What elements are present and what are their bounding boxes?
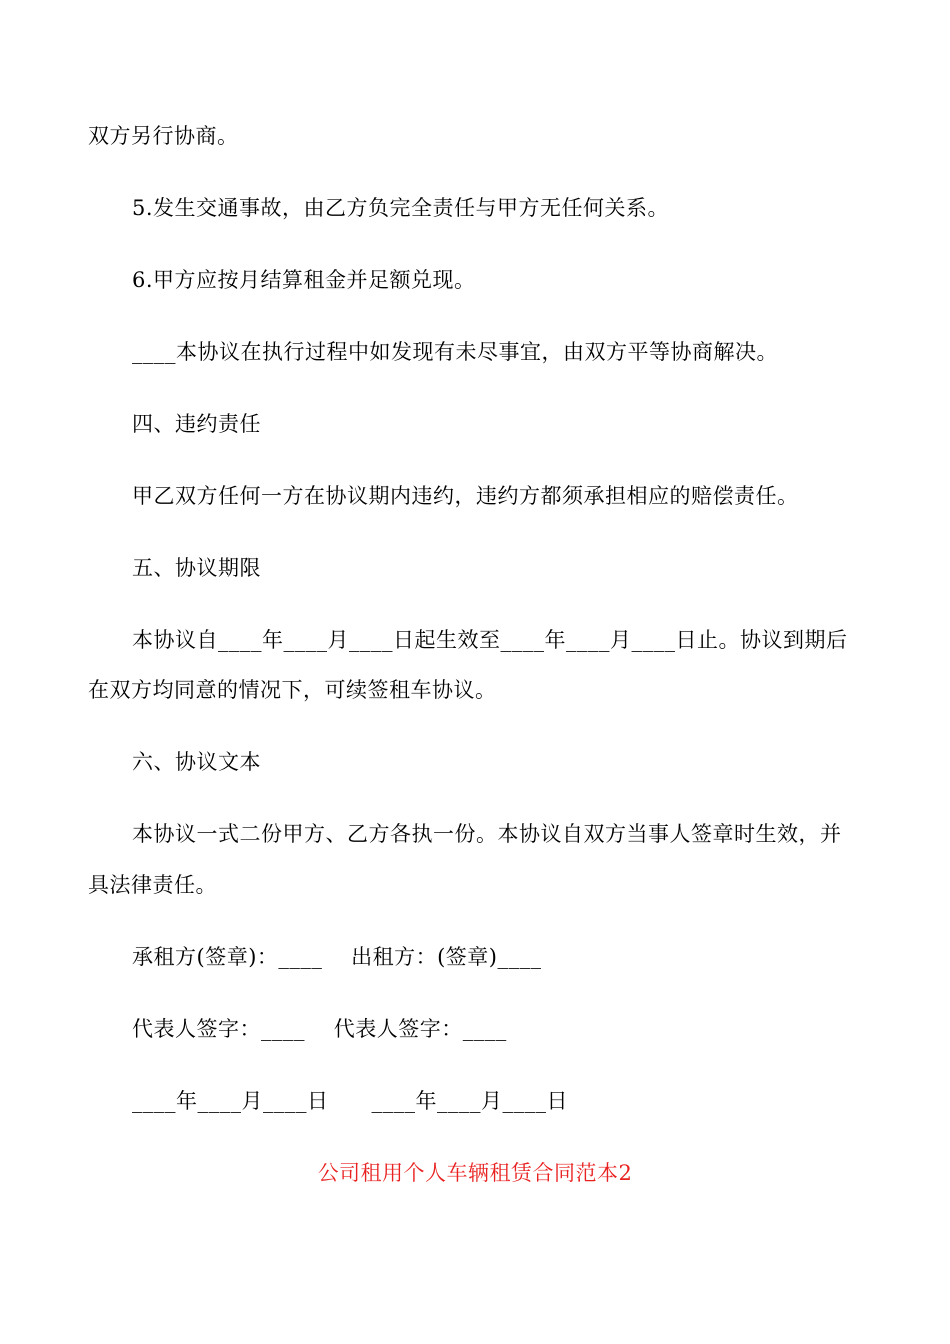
section-heading-breach: 四、违约责任: [132, 412, 261, 436]
copies-text-line-2: 具法律责任。: [88, 873, 217, 897]
signature-representatives: 代表人签字：____ 代表人签字：____: [132, 1017, 507, 1041]
section-heading-term: 五、协议期限: [132, 556, 261, 580]
signature-parties: 承租方(签章)：____ 出租方：(签章)____: [132, 945, 542, 969]
signature-dates: ____年____月____日 ____年____月____日: [132, 1089, 569, 1113]
paragraph-continuation: 双方另行协商。: [88, 124, 239, 148]
section-heading-text: 六、协议文本: [132, 750, 261, 774]
next-document-title: 公司租用个人车辆租赁合同范本2: [317, 1161, 633, 1185]
copies-text-line-1: 本协议一式二份甲方、乙方各执一份。本协议自双方当事人签章时生效，并: [132, 822, 842, 846]
clause-supplement: ____本协议在执行过程中如发现有未尽事宜，由双方平等协商解决。: [132, 340, 778, 364]
term-text-line-2: 在双方均同意的情况下，可续签租车协议。: [88, 678, 497, 702]
term-text-line-1: 本协议自____年____月____日起生效至____年____月____日止。协议到期后: [132, 628, 848, 652]
clause-6: 6.甲方应按月结算租金并足额兑现。: [132, 268, 476, 292]
clause-5: 5.发生交通事故，由乙方负完全责任与甲方无任何关系。: [132, 196, 670, 220]
breach-text: 甲乙双方任何一方在协议期内违约，违约方都须承担相应的赔偿责任。: [132, 484, 799, 508]
